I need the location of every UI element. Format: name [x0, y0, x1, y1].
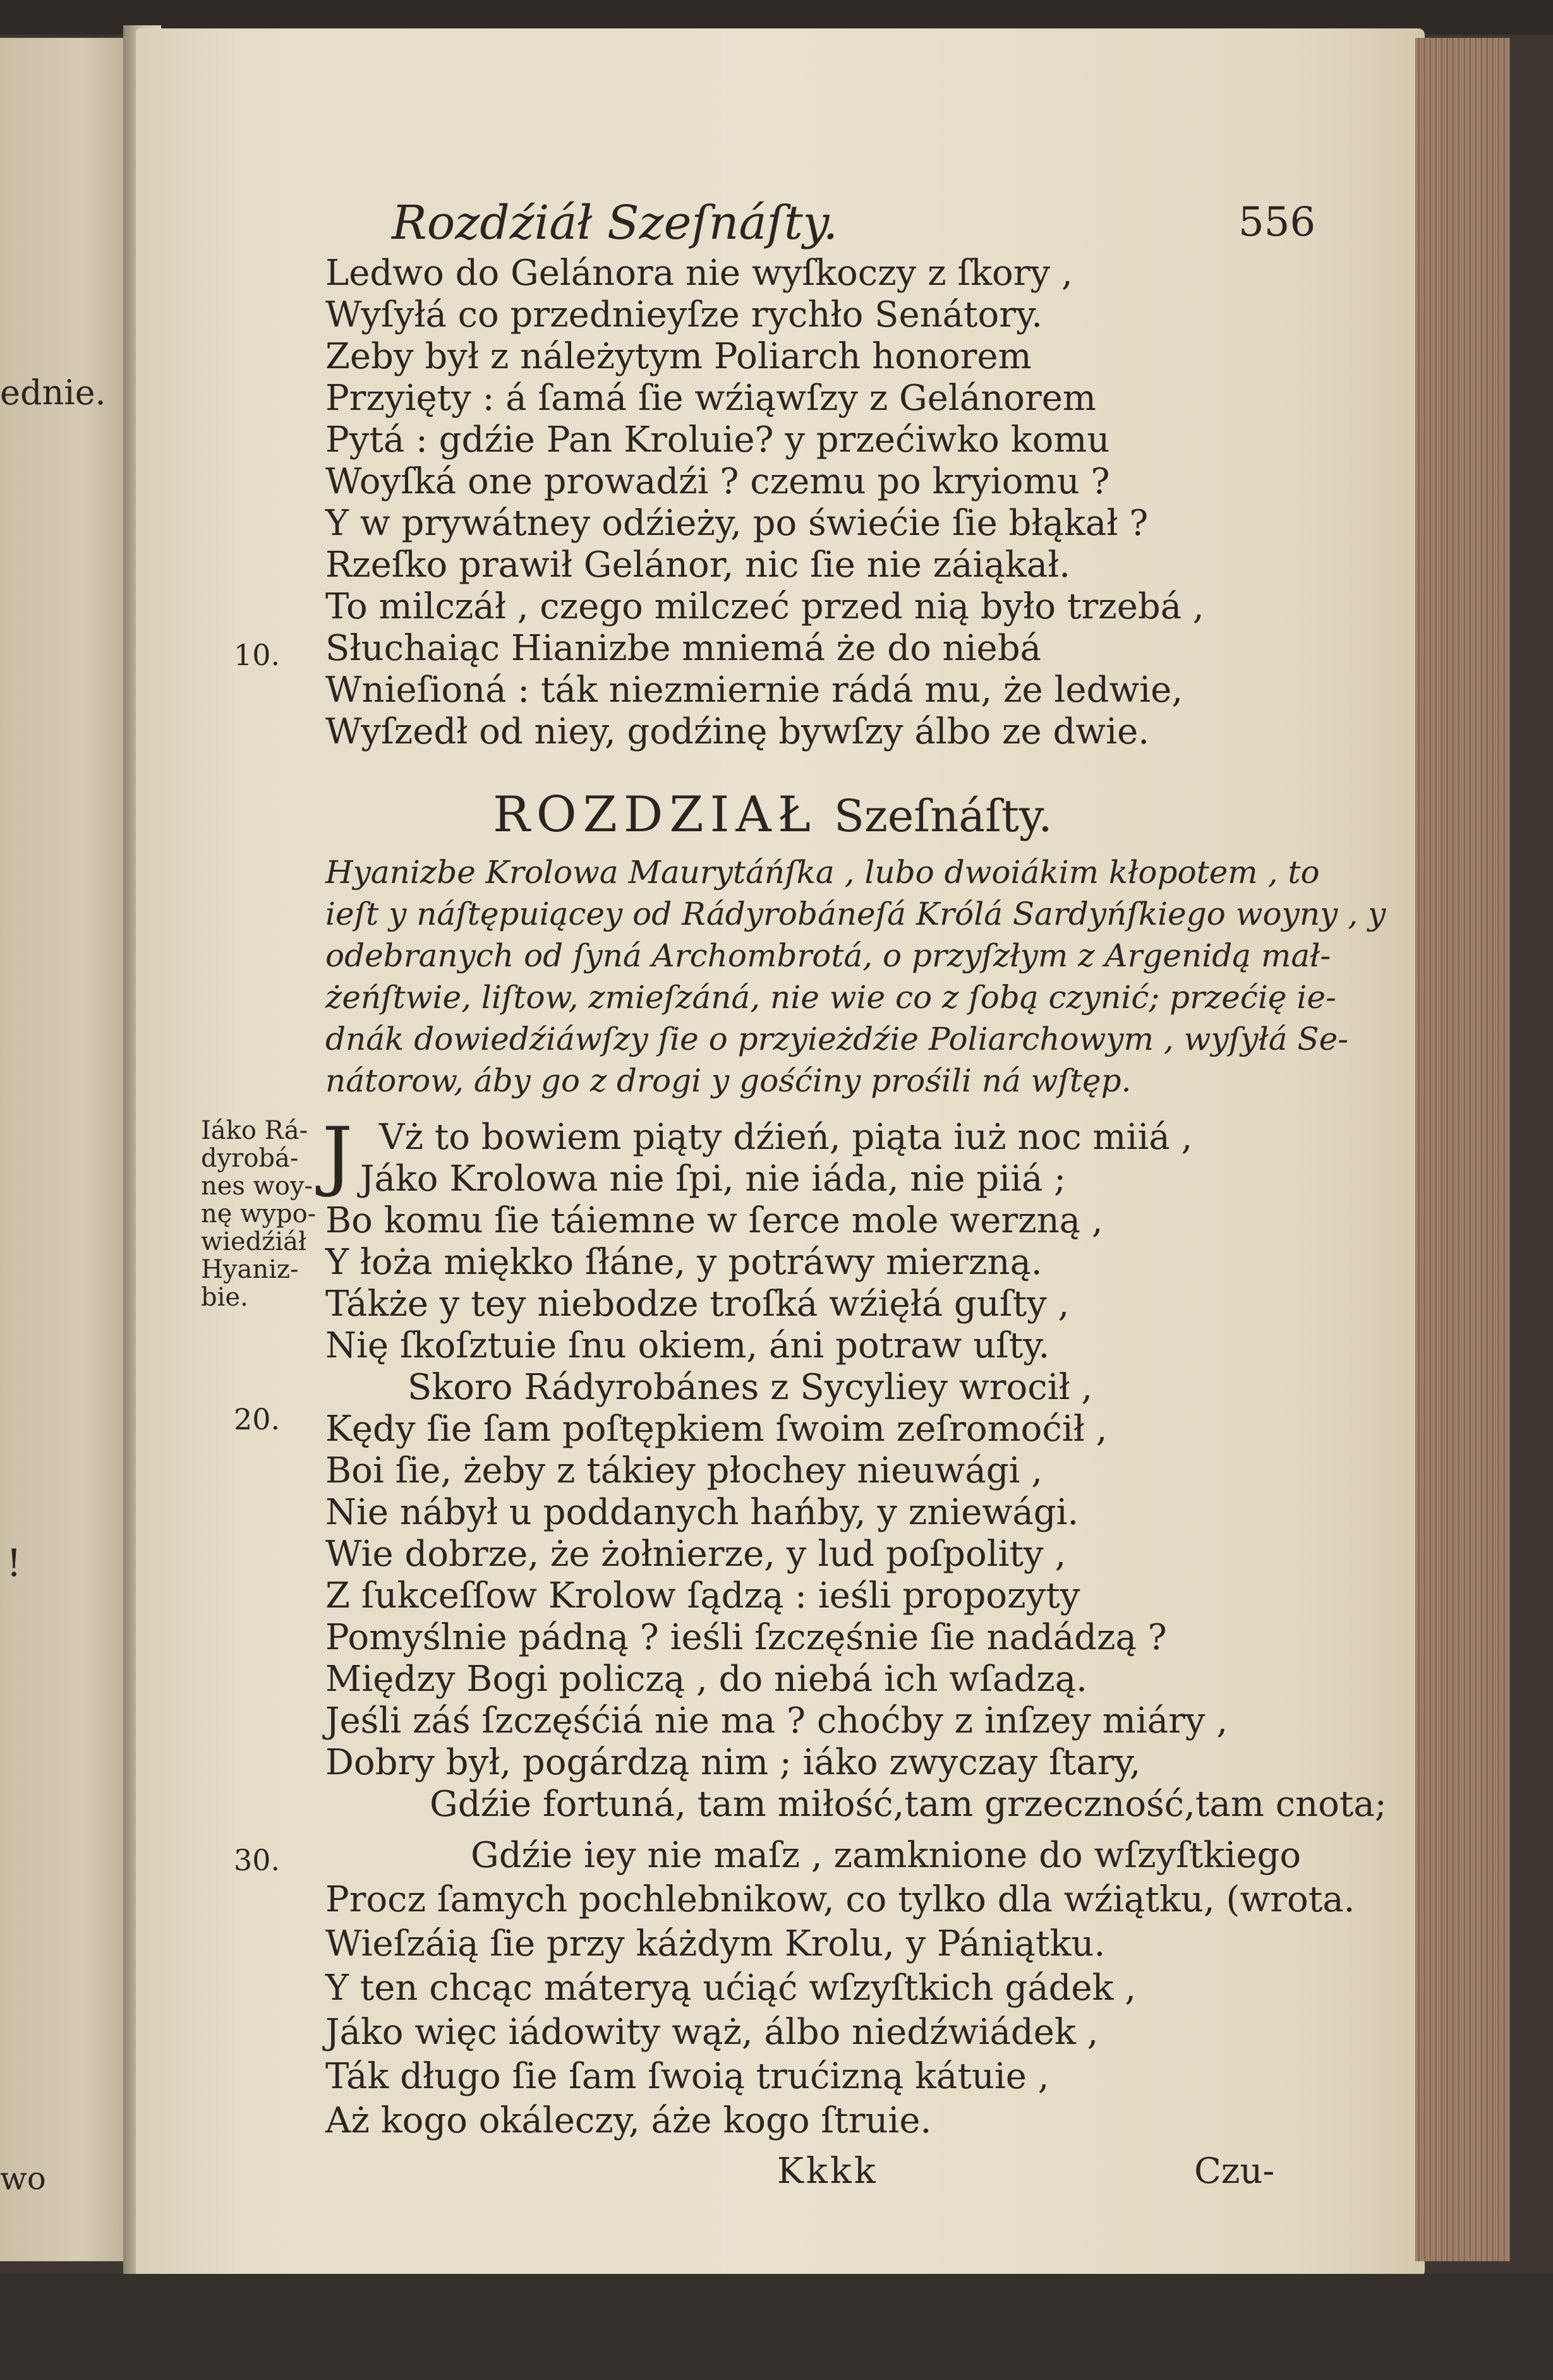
left-page-fragment: !	[6, 1541, 22, 1585]
drop-cap: J	[322, 1112, 353, 1199]
page-number: 556	[1238, 199, 1316, 246]
verse-line: Z ſukceſſow Krolow ſądzą : ieśli propozyty	[325, 1575, 1080, 1616]
verse-line: Vż to bowiem piąty dźień, piąta iuż noc miiá ,	[379, 1117, 1193, 1158]
verse-line: Zeby był z náleżytym Poliarch honorem	[325, 336, 1032, 377]
verse-line: Gdźie fortuná, tam miłość,tam grzeczność,tam cnota;	[430, 1784, 1387, 1825]
line-number: 20.	[234, 1402, 281, 1436]
verse-line: Między Bogi policzą , do niebá ich wſadzą.	[325, 1659, 1087, 1700]
chapter-heading	[493, 786, 1053, 843]
chapter-heading-word: Szeſnáſty.	[834, 790, 1053, 842]
verse-line: Kędy ſie ſam poſtępkiem ſwoim zeſromoćił ,	[325, 1409, 1108, 1450]
background-cloth-bottom	[0, 2274, 1553, 2380]
verse-line: Słuchaiąc Hianizbe mniemá że do niebá	[325, 628, 1041, 669]
argument-line: odebranych od ſyná Archombrotá, o przyſzłym z Argenidą mał-	[325, 937, 1331, 974]
argument-line: żeńſtwie, liſtow, zmieſzáná, nie wie co z ſobą czynić; przećię ie-	[325, 979, 1336, 1016]
catchword: Czu-	[1194, 2151, 1275, 2192]
verse-line: Przyięty : á ſamá ſie wźiąwſzy z Gelánorem	[325, 378, 1097, 419]
signature-mark: Kkkk	[777, 2151, 878, 2192]
verse-line: Nie nábył u poddanych hańby, y zniewági.	[325, 1492, 1079, 1533]
verse-line: Jáko więc iádowity wąż, álbo niedźwiádek ,	[325, 2012, 1099, 2053]
chapter-heading-caps: ROZDZIAŁ	[493, 786, 817, 843]
verse-line: Y w prywátney odźieży, po świećie ſie błąkał ?	[325, 503, 1149, 544]
verse-line: Wieſzáią ſie przy káżdym Krolu, y Pániątku.	[325, 1923, 1106, 1964]
margin-note: Iáko Rá- dyrobá- nes woy- nę wypo- wiedźiáł Hyaniz- bie.	[201, 1116, 317, 1312]
verse-line: Rzeſko prawił Gelánor, nic ſie nie záiąkał.	[325, 544, 1071, 586]
verse-line: To milczáł , czego milczeć przed nią było trzebá ,	[325, 586, 1204, 627]
verse-line: Gdźie iey nie maſz , zamknione do wſzyſtkiego	[471, 1835, 1302, 1876]
verse-line: Ták długo ſie ſam ſwoią trućizną kátuie ,	[325, 2056, 1049, 2097]
verse-line: Wyſyłá co przednieyſze rychło Senátory.	[325, 294, 1043, 335]
verse-line: Jeśli záś ſzczęśćiá nie ma ? choćby z inſzey miáry ,	[325, 1700, 1228, 1741]
verse-line: Aż kogo okáleczy, áże kogo ſtruie.	[325, 2100, 932, 2141]
argument-line: Hyanizbe Krolowa Maurytáńſka , lubo dwoiákim kłopotem , to	[325, 854, 1320, 891]
verse-line: Y ten chcąc máteryą ućiąć wſzyſtkich gádek ,	[325, 1968, 1137, 2009]
verse-line: Skoro Rádyrobánes z Sycyliey wrocił ,	[408, 1367, 1093, 1408]
left-page	[0, 38, 136, 2261]
verse-line: Boi ſie, żeby z tákiey płochey nieuwági ,	[325, 1450, 1043, 1491]
verse-line: Nię ſkoſztuie ſnu okiem, áni potraw uſty.	[325, 1325, 1050, 1366]
verse-line: Pytá : gdźie Pan Kroluie? y przećiwko komu	[325, 419, 1110, 460]
left-page-fragment: ednie.	[0, 373, 106, 412]
verse-line: Jáko Krolowa nie ſpi, nie iáda, nie piiá ;	[360, 1158, 1067, 1199]
verse-line: Tákże y tey niebodze troſká wźięłá guſty ,	[325, 1283, 1070, 1325]
page-edges	[1415, 38, 1510, 2261]
verse-line: Woyſká one prowadźi ? czemu po kryiomu ?	[325, 461, 1110, 502]
verse-line: Procz ſamych pochlebnikow, co tylko dla wźiątku, (wrota.	[325, 1879, 1355, 1920]
verse-line: Dobry był, pogárdzą nim ; iáko zwyczay ſtary,	[325, 1742, 1141, 1783]
verse-line: Ledwo do Gelánora nie wyſkoczy z ſkory ,	[325, 253, 1073, 294]
argument-line: dnák dowiedźiáwſzy ſie o przyieżdźie Poliarchowym , wyſyłá Se-	[325, 1021, 1349, 1057]
left-page-fragment: wo	[0, 2160, 46, 2197]
argument-line: nátorow, áby go z drogi y gośćiny prośili ná wſtęp.	[325, 1062, 1132, 1099]
line-number: 10.	[234, 638, 281, 672]
verse-line: Wyſzedł od niey, godźinę bywſzy álbo ze dwie.	[325, 711, 1150, 752]
verse-line: Pomyślnie pádną ? ieśli ſzczęśnie ſie nadádzą ?	[325, 1617, 1167, 1658]
line-number: 30.	[234, 1843, 281, 1877]
verse-line: Wnieſioná : ták niezmiernie rádá mu, że ledwie,	[325, 670, 1183, 711]
verse-line: Wie dobrze, że żołnierze, y lud poſpolity ,	[325, 1534, 1067, 1575]
argument-line: ieſt y náſtępuiącey od Rádyrobáneſá Królá Sardyńſkiego woyny , y	[325, 896, 1386, 932]
verse-line: Bo komu ſie táiemne w ſerce mole werzną ,	[325, 1200, 1103, 1241]
running-header-title: Rozdźiáł Szeſnáſty.	[392, 196, 838, 250]
verse-line: Y łoża miękko ſłáne, y potráwy mierzną.	[325, 1242, 1042, 1283]
